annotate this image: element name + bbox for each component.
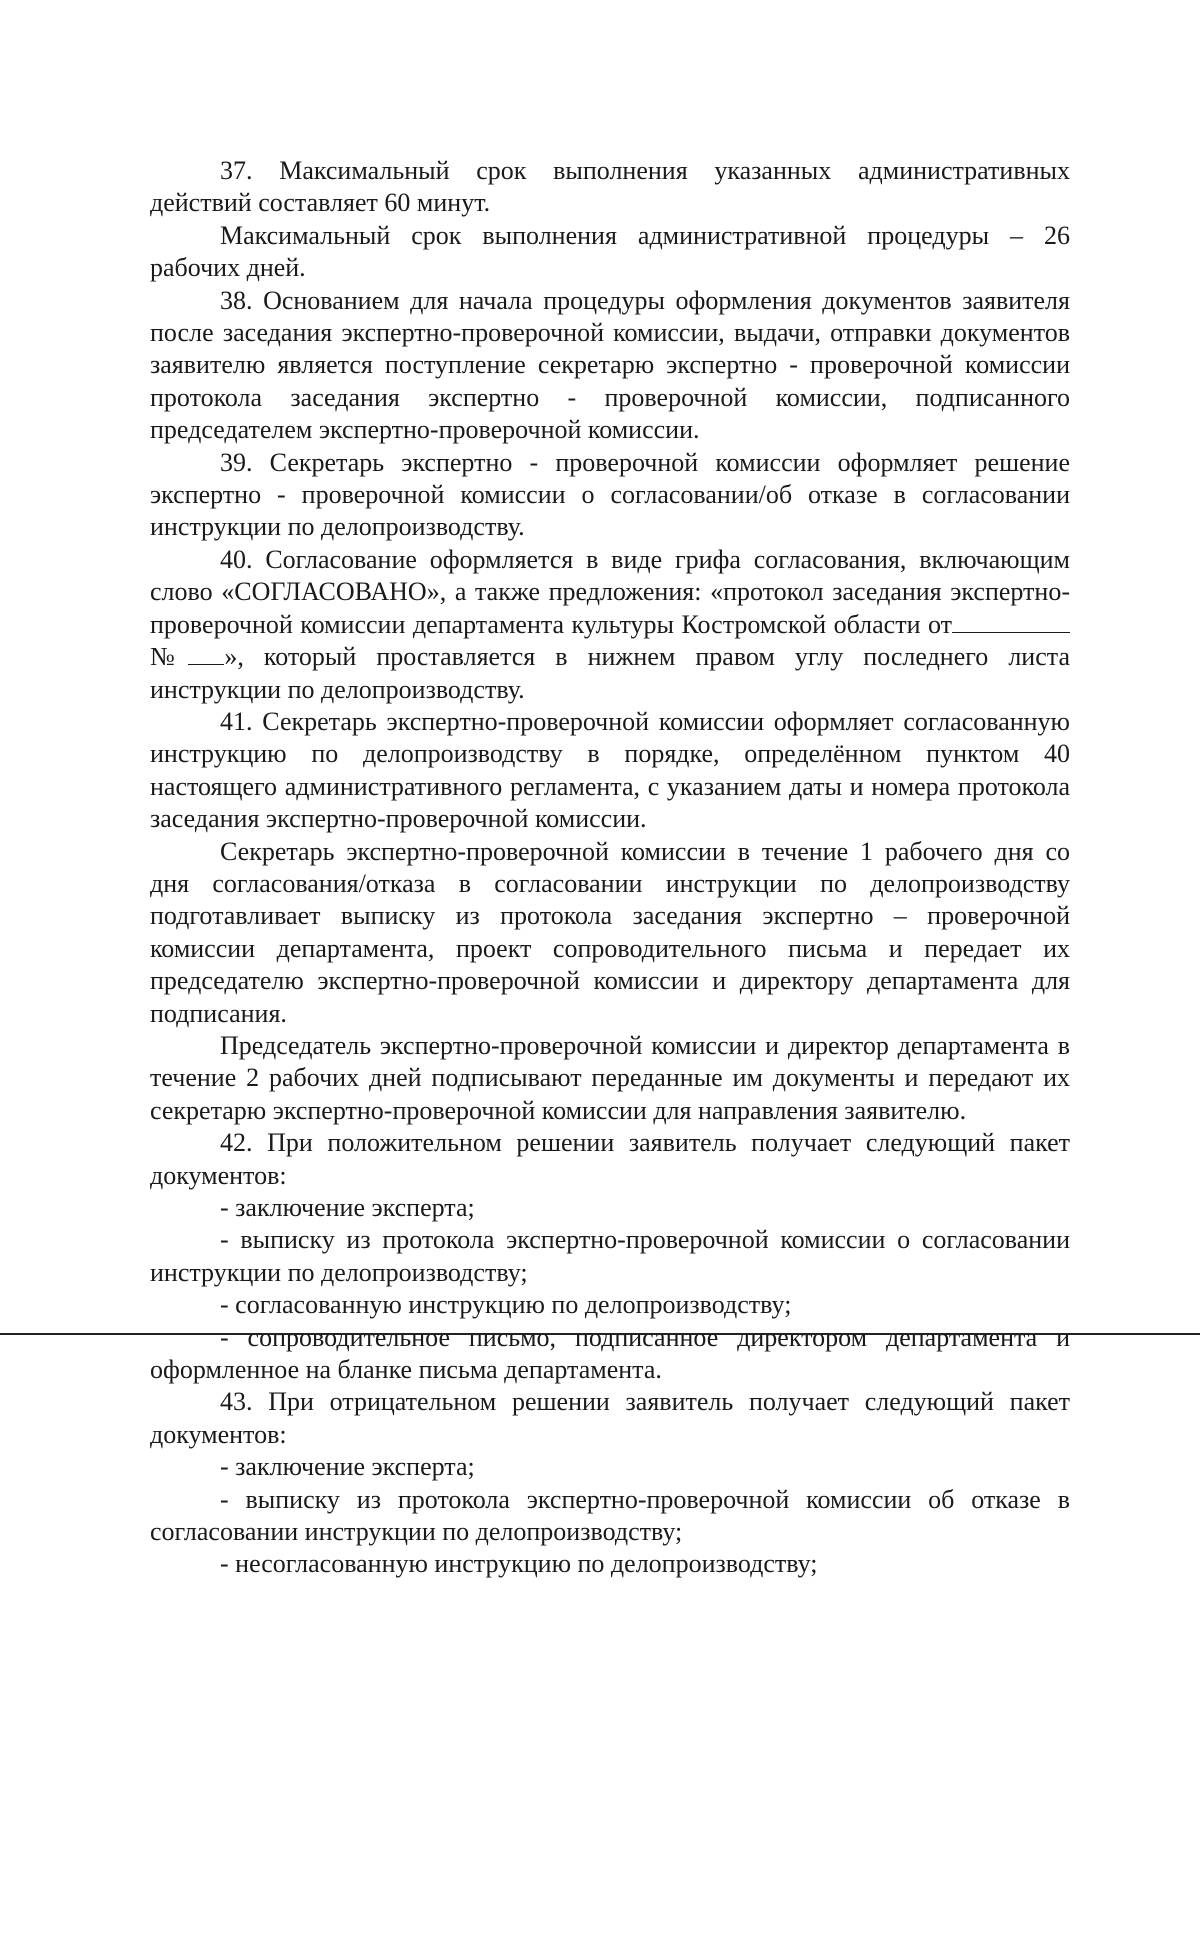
number-blank-line	[188, 642, 224, 665]
list-item: - сопроводительное письмо, подписанное директором департамента и оформленное на бланке письма департамента.	[150, 1322, 1070, 1385]
paragraph-38: 38. Основанием для начала процедуры оформления документов заявителя после заседания экспертно-проверочной комиссии, выдачи, отправки документов заявителю является поступление секретарю экспертно - проверочной комиссии протокола заседания экспертно - проверочной комиссии, подписанного председателем экспертно-проверочной комиссии.	[150, 285, 1070, 445]
paragraph-40	[150, 544, 1070, 706]
paragraph-42: 42. При положительном решении заявитель получает следующий пакет документов:	[150, 1128, 1070, 1190]
paragraph-40-number-sign: №	[150, 642, 189, 672]
date-blank-line	[952, 610, 1070, 633]
list-item: - согласованную инструкцию по делопроизводству;	[220, 1290, 792, 1320]
list-item: - заключение эксперта;	[220, 1452, 475, 1482]
list-item: - несогласованную инструкцию по делопроизводству;	[220, 1549, 818, 1579]
paragraph-43: 43. При отрицательном решении заявитель получает следующий пакет документов:	[150, 1387, 1070, 1449]
paragraph-39: 39. Секретарь экспертно - проверочной комиссии оформляет решение экспертно - проверочной комиссии о согласовании/об отказе в согласовании инструкции по делопроизводству.	[150, 447, 1070, 542]
list-item: - выписку из протокола экспертно-проверочной комиссии о согласовании инструкции по делопроизводству;	[150, 1225, 1070, 1287]
paragraph-37-deadline: Максимальный срок выполнения административной процедуры – 26 рабочих дней.	[150, 220, 1070, 283]
list-item: - выписку из протокола экспертно-проверочной комиссии об отказе в согласовании инструкции по делопроизводству;	[150, 1484, 1070, 1547]
list-item: - заключение эксперта;	[220, 1193, 475, 1222]
document-body	[150, 155, 1070, 1581]
paragraph-40-text-end: », который проставляется в нижнем правом углу последнего листа инструкции по делопроизводству.	[150, 642, 1070, 704]
paragraph-40-text-start: 40. Согласование оформляется в виде грифа согласования, включающим слово «СОГЛАСОВАНО», а также предложения: «протокол заседания экспертно-проверочной комиссии департамента культуры Костромской области от	[150, 544, 1070, 639]
paragraph-41-chairman: Председатель экспертно-проверочной комиссии и директор департамента в течение 2 рабочих дней подписывают переданные им документы и передают их секретарю экспертно-проверочной комиссии для направления заявителю.	[150, 1030, 1070, 1125]
paragraph-41: 41. Секретарь экспертно-проверочной комиссии оформляет согласованную инструкцию по делопроизводству в порядке, определённом пунктом 40 настоящего административного регламента, с указанием даты и номера протокола заседания экспертно-проверочной комиссии.	[150, 706, 1070, 834]
paragraph-37: 37. Максимальный срок выполнения указанных административных действий составляет 60 минут.	[150, 156, 1070, 218]
page-divider-line	[0, 1333, 1200, 1335]
paragraph-41-secretary: Секретарь экспертно-проверочной комиссии в течение 1 рабочего дня со дня согласования/отказа в согласовании инструкции по делопроизводству подготавливает выписку из протокола заседания экспертно – проверочной комиссии департамента, проект сопроводительного письма и передает их председателю экспертно-проверочной комиссии и директору департамента для подписания.	[150, 836, 1070, 1028]
